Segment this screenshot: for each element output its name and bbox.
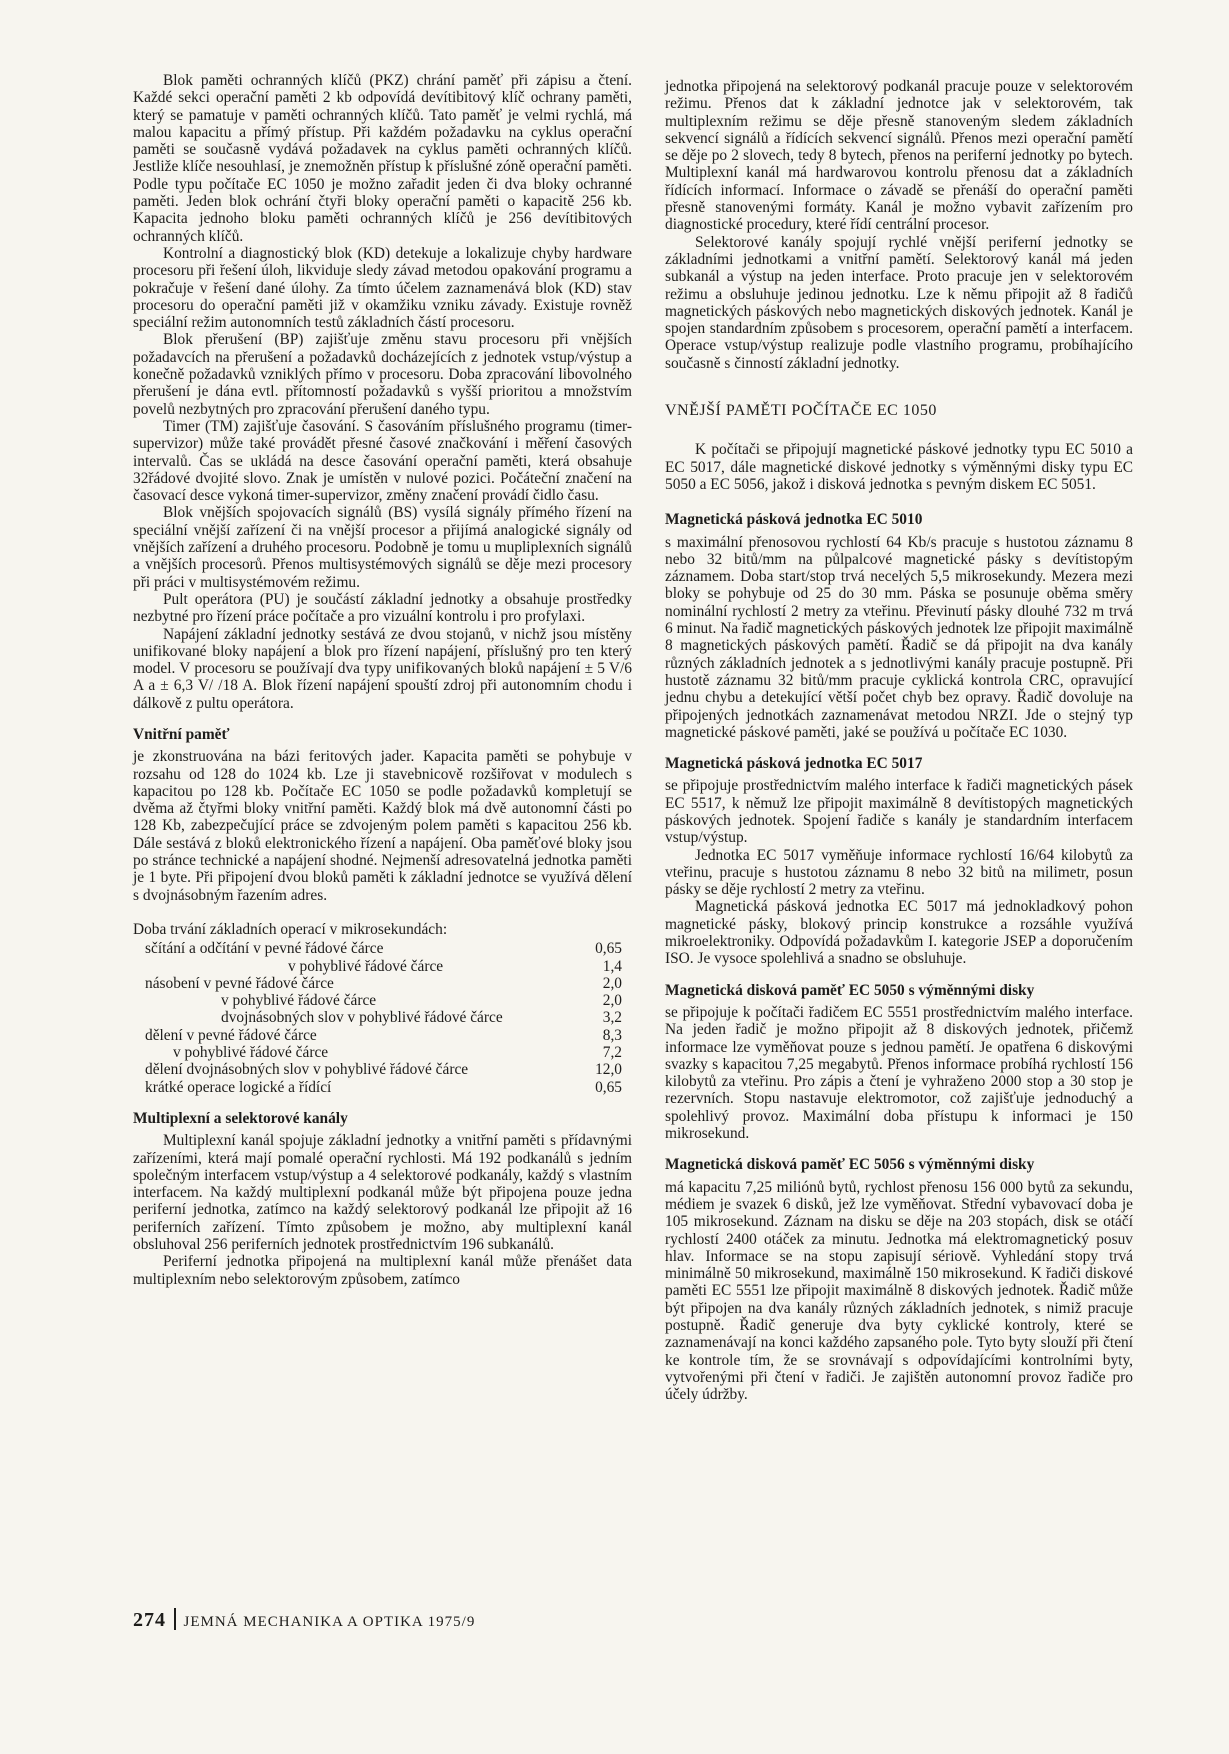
table-row: krátké operace logické a řídící 0,65 (145, 1078, 622, 1096)
right-column (665, 78, 1133, 1403)
paragraph-pkz: Blok paměti ochranných klíčů (PKZ) chrání paměť při zápisu a čtení. Každé sekci operační paměti 2 kb odpovídá devítibitový klíč ochrany paměti, který se pamatuje v paměti ochranných klíčů. Tato paměť je velmi rychlá, má malou kapacitu a přímý přístup. Při každém požadavku na cyklus operační paměti se současně vydává požadavek na cyklus paměti ochranných klíčů. Jestliže klíče nesouhlasí, je znemožněn přístup k příslušné zóně operační paměti. Podle typu počítače EC 1050 je možno zařadit jeden či dva bloky ochranné paměti. Jeden blok ochrání čtyři bloky operační paměti o kapacitě 256 kb. Kapacita jednoho bloku paměti ochranných klíčů je 256 devítibitových ochranných klíčů. (133, 72, 632, 245)
paragraph-ec5017-2: Jednotka EC 5017 vyměňuje informace rychlostí 16/64 kilobytů za vteřinu, pracuje s hustotou záznamu 8 nebo 32 bitů na milimetr, posun pásky se děje rychlostí 2 metry za vteřinu. (665, 846, 1133, 899)
page-footer (133, 1608, 475, 1632)
heading-ec5056: Magnetická disková paměť EC 5056 s výměnnými disky (665, 1156, 1035, 1174)
paragraph-ec5050: se připojuje k počítači řadičem EC 5551 prostřednictvím malého interface. Na jeden řadič je možno připojit až 8 diskových jednotek, přičemž informace lze vyměňovat pouze s jednou pamětí. Je opatřena 6 diskovými svazky s kapacitou 7,25 megabytů. Přenos informace probíhá rychlostí 156 kilobytů za vteřinu. Pro zápis a čtení je vyhraženo 2000 stop a 30 stop je rezervních. Stopu nastavuje elektromotor, což zajišťuje jednoduchý a spolehlivý provoz. Maximální doba přístupu k informaci je 150 mikrosekund. (665, 1003, 1133, 1143)
table-row: v pohyblivé řádové čárce 2,0 (221, 992, 622, 1010)
paragraph-timer: Timer (TM) zajišťuje časování. S časováním příslušného programu (timer-supervizor) může také provádět přesné časové značkování i měření časových intervalů. Čas se ukládá na desce časování operační paměti, která obsahuje 32řádové dvojité slovo. Znak je umístěn v nulové pozici. Počáteční značení na časovací desce vykoná timer-supervizor, změny značení provádí čidlo času. (133, 417, 632, 505)
footer-divider (174, 1608, 176, 1630)
journal-title: JEMNÁ MECHANIKA A OPTIKA 1975/9 (183, 1614, 476, 1630)
table-row: násobení v pevné řádové čárce 2,0 (145, 974, 622, 992)
table-row: sčítání a odčítání v pevné řádové čárce 0,65 (145, 940, 622, 958)
table-row: dělení dvojnásobných slov v pohyblivé řádové čárce 12,0 (145, 1061, 622, 1079)
paragraph-peripheral: Periferní jednotka připojená na multiplexní kanál může přenášet data multiplexním nebo selektorovým způsobem, zatímco (133, 1253, 632, 1288)
paragraph-internal-memory: je zkonstruována na bázi feritových jader. Kapacita paměti se pohybuje v rozsahu od 128 do 1024 kb. Lze ji stavebnicově rozšiřovat v modulech s kapacitou po 128 kb. Počítače EC 1050 se podle požadavků kompletují se dvěma až čtyřmi bloky vnitřní paměti. Každý blok má dvě autonomní části po 128 Kb, zabezpečující práce se zdvojeným polem paměti s kapacitou 256 kb. Dále sestává z bloků elektronického řízení a napájení. Oba paměťové bloky jsou po stránce technické a napájení shodné. Nejmenší adresovatelná jednotka paměti je 1 byte. Při připojení dvou bloků paměti k základní jednotce se využívá dělení s dvojnásobným řazením adres. (133, 748, 632, 904)
paragraph-ec5017-1: se připojuje prostřednictvím malého interface k řadiči magnetických pásek EC 5517, k němuž lze připojit maximálně 8 devítistopých magnetických páskových jednotek. Spojení řadiče s kanály je standardním interfacem vstup/výstup. (665, 777, 1133, 847)
section-heading-external-memory: VNĚJŠÍ PAMĚTI POČÍTAČE EC 1050 (665, 402, 937, 420)
left-column (133, 72, 632, 1288)
paragraph-power: Napájení základní jednotky sestává ze dvou stojanů, v nichž jsou místěny unifikované bloky napájení a blok pro řízení napájení, příslušný pro ten který model. V procesoru se používají dva typy unifikovaných bloků napájení ± 5 V/6 A a ± 6,3 V/ /18 A. Blok řízení napájení spouští zdroj při autonomním chodu i dálkově z pultu operátora. (133, 625, 632, 712)
heading-internal-memory: Vnitřní paměť (133, 725, 230, 743)
paragraph-pu: Pult operátora (PU) je součástí základní jednotky a obsahuje prostředky nezbytné pro řízení práce počítače a pro vizuální kontrolu i pro profylaxi. (133, 590, 632, 626)
paragraph-bp: Blok přerušení (BP) zajišťuje změnu stavu procesoru při vnějších požadavcích na přerušení a požadavků docházejících z jednotek vstup/výstup a konečně požadavků vzniklých přímo v procesoru. Doba zpracování libovolného přerušení je dána evtl. přítomností požadavků s vyšší prioritou a množstvím povelů nezbytných pro zpracování přerušení daného typu. (133, 331, 632, 418)
paragraph-selector: Selektorové kanály spojují rychlé vnější periferní jednotky se základními jednotkami a vnitřní pamětí. Selektorový kanál má jeden subkanál a výstup na jeden interface. Proto pracuje jen v selektorovém režimu a obsluhuje jedinou jednotku. Lze k němu připojit až 8 řadičů magnetických páskových nebo magnetických diskových jednotek. Kanál je spojen standardním způsobem s procesorem, operační pamětí a interfacem. Operace vstup/výstup realizuje podle vlastního programu, probíhajícího současně s činností základní jednotky. (665, 233, 1133, 372)
heading-channels: Multiplexní a selektorové kanály (133, 1109, 348, 1127)
heading-ec5010: Magnetická pásková jednotka EC 5010 (665, 511, 923, 529)
table-row: dvojnásobných slov v pohyblivé řádové čárce 3,2 (221, 1009, 622, 1027)
operations-table-title: Doba trvání základních operací v mikrosekundách: (133, 920, 448, 938)
paragraph-ec5017-3: Magnetická pásková jednotka EC 5017 má jednokladkový pohon magnetické pásky, blokový princip konstrukce a rozsáhle využívá mikroelektroniky. Odpovídá požadavkům I. kategorie JSEP a doporučením ISO. Je vysoce spolehlivá a snadno se obsluhuje. (665, 898, 1133, 968)
heading-ec5050: Magnetická disková paměť EC 5050 s výměnnými disky (665, 981, 1035, 999)
page-number: 274 (133, 1609, 166, 1631)
paragraph-section-intro: K počítači se připojují magnetické páskové jednotky typu EC 5010 a EC 5017, dále magnetické diskové jednotky s výměnnými disky typu EC 5050 a EC 5056, jakož i disková jednotka s pevným diskem EC 5051. (665, 441, 1133, 493)
paragraph-multiplex: Multiplexní kanál spojuje základní jednotky a vnitřní paměti s přídavnými zařízeními, která mají pomalé operační rychlosti. Má 192 podkanálů s jedním společným interfacem vstup/výstup a 4 selektorové podkanály, každý s vlastním interfacem. Na každý multiplexní podkanál může být připojena pouze jedna periferní jednotka, zatímco na každý selektorový podkanál lze připojit až 16 periferních zařízení. Tímto způsobem je možno, aby multiplexní kanál obsluhoval 256 periferních jednotek prostřednictvím 196 subkanálů. (133, 1132, 632, 1253)
table-row: v pohyblivé řádové čárce 1,4 (288, 957, 622, 975)
heading-ec5017: Magnetická pásková jednotka EC 5017 (665, 755, 923, 773)
table-row: v pohyblivé řádové čárce 7,2 (173, 1044, 622, 1062)
paragraph-continued: jednotka připojená na selektorový podkanál pracuje pouze v selektorovém režimu. Přenos dat k základní jednotce jak v selektorovém, tak multiplexním režimu se děje přesně stanoveným sledem základních sekvencí signálů a řídících sekvencí signálů. Přenos mezi operační pamětí se děje po 2 slovech, tedy 8 bytech, přenos na periferní jednotky po bytech. Multiplexní kanál má hardwarovou kontrolu přenosu dat a základních řídících informací. Informace o závadě se přenáší do operační paměti přesně stanovenými formáty. Kanál je možno vybavit zařízením pro diagnostické procedury, které řídí centrální procesor. (665, 78, 1133, 234)
operations-table (133, 940, 632, 1096)
paragraph-kd: Kontrolní a diagnostický blok (KD) detekuje a lokalizuje chyby hardware procesoru při řešení úloh, likviduje sledy závad metodou opakování programu a pokračuje v řešení dané úlohy. Za tímto účelem zaznamenává blok (KD) stav procesoru do operační paměti již v okamžiku vzniku závady. Existuje rovněž speciální režim autonomních testů základních částí procesoru. (133, 244, 632, 332)
paragraph-ec5010: s maximální přenosovou rychlostí 64 Kb/s pracuje s hustotou záznamu 8 nebo 32 bitů/mm na půlpalcové magnetické pásky s devítistopým záznamem. Doba start/stop trvá necelých 5,5 mikrosekundy. Mezera mezi bloky se pohybuje od 25 do 30 mm. Páska se posunuje oběma směry nominální rychlostí 2 metry za vteřinu. Převinutí pásky dlouhé 732 m trvá 6 minut. Na řadič magnetických páskových jednotek lze připojit maximálně 8 magnetických páskových pamětí. Řadič se dá připojit na dva kanály různých základních jednotek a s jednotlivými kanály pracuje postupně. Při hustotě záznamu 32 bitů/mm pracuje cyklická kontrola CRC, opravující jednu chybu a detekující větší počet chyb bez opravy. Řadič dovoluje na připojených jednotkách zaznamenávat metodou NRZI. Jde o stejný typ magnetické páskové paměti, jaké se používá u počítače EC 1030. (665, 533, 1133, 741)
paragraph-bs: Blok vnějších spojovacích signálů (BS) vysílá signály přímého řízení na speciální vnější zařízení či na vnější procesor a přijímá analogické signály od vnějších zařízení a druhého procesoru. Podobně je tomu u mupliplexních signálů a vnějších procesorů. Přenos multisystémových signálů se děje mezi procesory při práci v multisystémovém režimu. (133, 504, 632, 591)
table-row: dělení v pevné řádové čárce 8,3 (145, 1026, 622, 1044)
paragraph-ec5056: má kapacitu 7,25 miliónů bytů, rychlost přenosu 156 000 bytů za sekundu, médiem je svazek 6 disků, jež lze vyměňovat. Střední vybavovací doba je 105 mikrosekund. Záznam na disku se děje na 203 stopách, disk se otáčí rychlostí 2400 otáček za minutu. Jednotka má elektromagnetický posuv hlav. Informace se na stopu zapisují sériově. Vyhledání stopy trvá minimálně 50 mikrosekund, maximálně 150 mikrosekund. K řadiči diskové paměti EC 5551 lze připojit maximálně 8 diskových jednotek. Řadič může být připojen na dva kanály různých základních jednotek, s nimiž pracuje postupně. Řadič generuje dva byty cyklické kontroly, které se zaznamenávají na konci každého zapsaného pole. Tyto byty slouží při čtení ke kontrole tím, že se srovnávají s odpovídajícími kontrolními byty, vytvořenými při čtení v řadiči. Je zajištěn autonomní provoz řadiče pro účely údržby. (665, 1178, 1133, 1404)
